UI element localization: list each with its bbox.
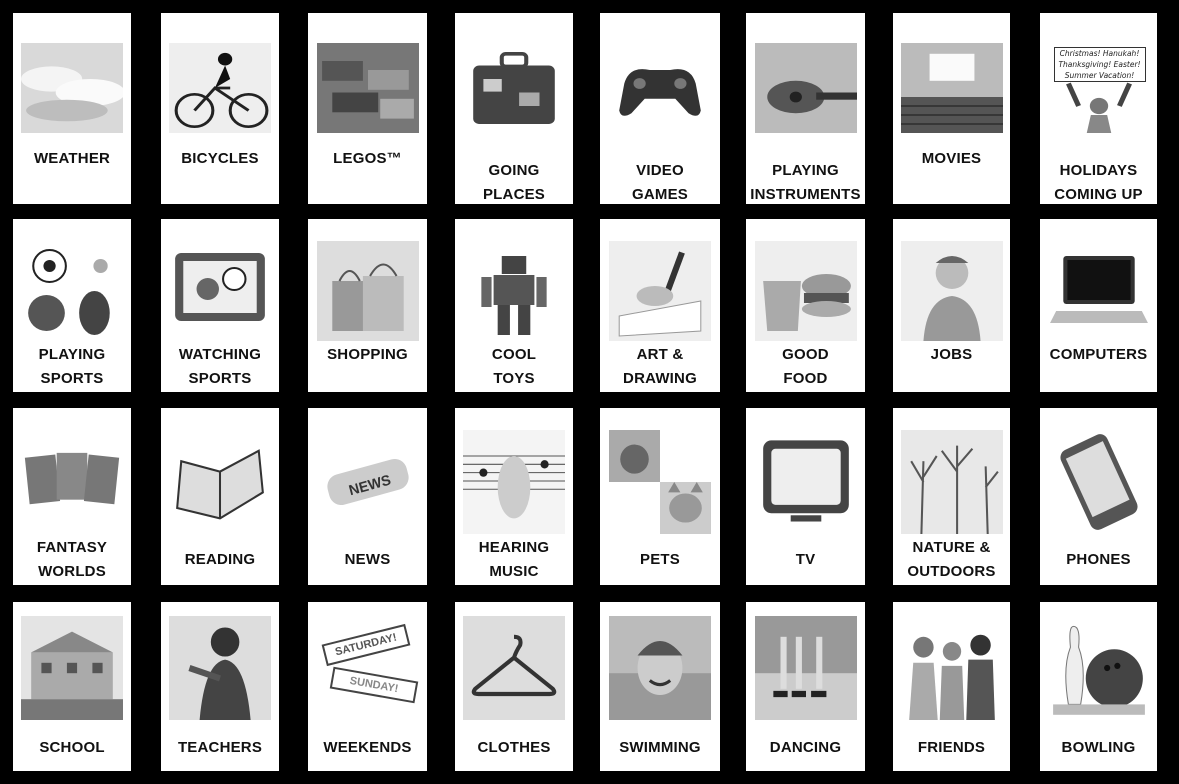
topic-card-label-line: COOL (491, 346, 537, 363)
topic-card-label-line: WEEKENDS (323, 739, 412, 756)
topic-card-label-line: LEGOS™ (333, 150, 402, 167)
topic-card-shopping[interactable] (308, 219, 427, 392)
topic-card-label-line: COMING UP (1054, 186, 1143, 203)
lego-bricks-icon (317, 43, 419, 133)
topic-card-label-line: CLOTHES (477, 739, 551, 756)
topic-card-label-line: FRIENDS (917, 739, 986, 756)
topic-card-label (308, 548, 427, 572)
television-icon (755, 430, 857, 534)
topic-card-label-line: ART & (636, 346, 684, 363)
topic-card-label-line: VIDEO (636, 162, 684, 179)
movie-theater-icon (901, 43, 1003, 133)
topic-card-label (13, 736, 131, 760)
topic-card-news[interactable] (308, 408, 427, 585)
topic-card-label (893, 536, 1010, 584)
topic-card-label-line: BOWLING (1061, 739, 1136, 756)
topic-card-label (455, 736, 573, 760)
topic-card-cool-toys[interactable] (455, 219, 573, 392)
topic-card-label (308, 147, 427, 171)
ear-music-icon (463, 430, 565, 534)
topic-card-label (455, 343, 573, 391)
topic-card-jobs[interactable] (893, 219, 1010, 392)
suitcase-icon (463, 43, 565, 133)
topic-card-label-line: WATCHING (178, 346, 262, 363)
topic-card-playing-instruments[interactable] (746, 13, 865, 204)
topic-card-label-line: WORLDS (38, 563, 106, 580)
sports-balls-icon (21, 241, 123, 341)
topic-card-label-line: GOOD (782, 346, 829, 363)
tv-sports-icon (169, 241, 271, 341)
holiday-sign-text (1054, 47, 1146, 82)
topic-card-label (746, 159, 865, 207)
topic-card-phones[interactable] (1040, 408, 1157, 585)
holiday-sign-line: Thanksgiving! Easter! (1058, 60, 1141, 69)
topic-card-label (1040, 159, 1157, 207)
topic-card-label (13, 536, 131, 584)
saturday-banner: SATURDAY! (321, 624, 410, 666)
topic-card-label-line: PETS (640, 551, 680, 568)
topic-card-label (600, 343, 720, 391)
topic-card-movies[interactable] (893, 13, 1010, 204)
topic-card-label (893, 147, 1010, 171)
topic-card-label (600, 736, 720, 760)
topic-card-label-line: MOVIES (921, 150, 982, 167)
topic-card-label-line: PLAYING (772, 162, 839, 179)
paintbrush-icon (609, 241, 711, 341)
topic-card-label-line: COMPUTERS (1049, 346, 1148, 363)
topic-card-clothes[interactable] (455, 602, 573, 771)
topic-card-label-line: TOYS (493, 370, 535, 387)
topic-card-label-line: NATURE & (912, 539, 991, 556)
open-book-icon (169, 430, 271, 534)
topic-card-label (161, 147, 279, 171)
topic-card-label (1040, 736, 1157, 760)
topic-card-label-line: PLAYING (38, 346, 106, 363)
topic-card-label-line: SCHOOL (39, 739, 105, 756)
topic-card-label-line: FANTASY (36, 539, 108, 556)
topic-card-label-line: MUSIC (489, 563, 539, 580)
laptop-icon (1048, 241, 1150, 341)
topic-card-weekends[interactable] (308, 602, 427, 771)
topic-card-label-line: DANCING (769, 739, 842, 756)
topic-card-weather[interactable] (13, 13, 131, 204)
topic-card-school[interactable] (13, 602, 131, 771)
topic-card-video-games[interactable] (600, 13, 720, 204)
topic-card-label-line: OUTDOORS (907, 563, 996, 580)
topic-card-label-line: BICYCLES (181, 150, 259, 167)
topic-card-label (161, 548, 279, 572)
topic-card-reading[interactable] (161, 408, 279, 585)
topic-card-label (1040, 548, 1157, 572)
topic-card-good-food[interactable] (746, 219, 865, 392)
shopping-bags-icon (317, 241, 419, 341)
topic-card-hearing-music[interactable] (455, 408, 573, 585)
dog-cat-icon (609, 430, 711, 534)
topic-card-label (600, 159, 720, 207)
newspaper-icon (317, 430, 419, 534)
topic-card-label-line: SPORTS (188, 370, 252, 387)
topic-card-label (13, 343, 131, 391)
teacher-icon (169, 616, 271, 720)
topic-card-label (746, 343, 865, 391)
hanger-icon (463, 616, 565, 720)
topic-card-label (455, 159, 573, 207)
topic-card-label-line: TV (795, 551, 816, 568)
burger-fries-icon (755, 241, 857, 341)
topic-card-label (893, 736, 1010, 760)
topic-card-label (161, 736, 279, 760)
topic-card-label (455, 536, 573, 584)
topic-card-label-line: SPORTS (40, 370, 104, 387)
bowling-icon (1048, 616, 1150, 720)
holiday-sign-icon (1048, 43, 1150, 133)
topic-card-computers[interactable] (1040, 219, 1157, 392)
topic-card-label (893, 343, 1010, 367)
guitar-icon (755, 43, 857, 133)
topic-card-label-line: PLACES (482, 186, 546, 203)
topic-card-label-line: NEWS (344, 551, 391, 568)
friends-group-icon (901, 616, 1003, 720)
robot-toy-icon (463, 241, 565, 341)
topic-card-label-line: TEACHERS (177, 739, 263, 756)
topic-card-label-line: FOOD (783, 370, 828, 387)
topic-card-label-line: INSTRUMENTS (750, 186, 861, 203)
topic-card-label (600, 548, 720, 572)
holiday-sign-line: Summer Vacation! (1064, 71, 1135, 80)
clouds-icon (21, 43, 123, 133)
topic-card-label (746, 736, 865, 760)
topic-card-tv[interactable] (746, 408, 865, 585)
topic-card-teachers[interactable] (161, 602, 279, 771)
topic-card-label-line: GOING (488, 162, 540, 179)
topic-card-friends[interactable] (893, 602, 1010, 771)
topic-card-holidays-coming-up[interactable] (1040, 13, 1157, 204)
topic-card-legos[interactable] (308, 13, 427, 204)
dancers-feet-icon (755, 616, 857, 720)
topic-card-label-line: WEATHER (33, 150, 111, 167)
topic-card-watching-sports[interactable] (161, 219, 279, 392)
topic-card-label-line: HEARING (478, 539, 550, 556)
topic-card-label-line: HOLIDAYS (1059, 162, 1138, 179)
worker-icon (901, 241, 1003, 341)
topic-card-label (1040, 343, 1157, 367)
topic-card-pets[interactable] (600, 408, 720, 585)
topic-card-bicycles[interactable] (161, 13, 279, 204)
school-building-icon (21, 616, 123, 720)
smartphone-icon (1048, 430, 1150, 534)
cyclist-icon (169, 43, 271, 133)
topic-card-label-line: DRAWING (623, 370, 697, 387)
topic-card-label (308, 736, 427, 760)
topic-card-art-drawing[interactable] (600, 219, 720, 392)
sunday-banner: SUNDAY! (329, 667, 418, 704)
topic-card-label (161, 343, 279, 391)
topic-card-swimming[interactable] (600, 602, 720, 771)
bare-trees-icon (901, 430, 1003, 534)
topic-card-label-line: JOBS (930, 346, 973, 363)
topic-card-label (746, 548, 865, 572)
topic-card-label-line: SWIMMING (619, 739, 701, 756)
svg-text:NEWS: NEWS (346, 472, 393, 500)
topic-card-label-line: SHOPPING (327, 346, 408, 363)
topic-card-label-line: GAMES (631, 186, 688, 203)
topic-card-nature-outdoors[interactable] (893, 408, 1010, 585)
game-controller-icon (609, 43, 711, 133)
topic-card-playing-sports[interactable] (13, 219, 131, 392)
topic-card-going-places[interactable] (455, 13, 573, 204)
trading-cards-icon (21, 430, 123, 534)
topic-card-dancing[interactable] (746, 602, 865, 771)
topic-card-bowling[interactable] (1040, 602, 1157, 771)
holiday-sign-line: Christmas! Hanukah! (1059, 49, 1140, 58)
swimmer-icon (609, 616, 711, 720)
topic-card-label-line: PHONES (1066, 551, 1131, 568)
topic-card-label-line: READING (184, 551, 256, 568)
topic-card-fantasy-worlds[interactable] (13, 408, 131, 585)
weekend-banners-icon (317, 616, 419, 720)
topic-card-label (13, 147, 131, 171)
topic-card-label (308, 343, 427, 367)
